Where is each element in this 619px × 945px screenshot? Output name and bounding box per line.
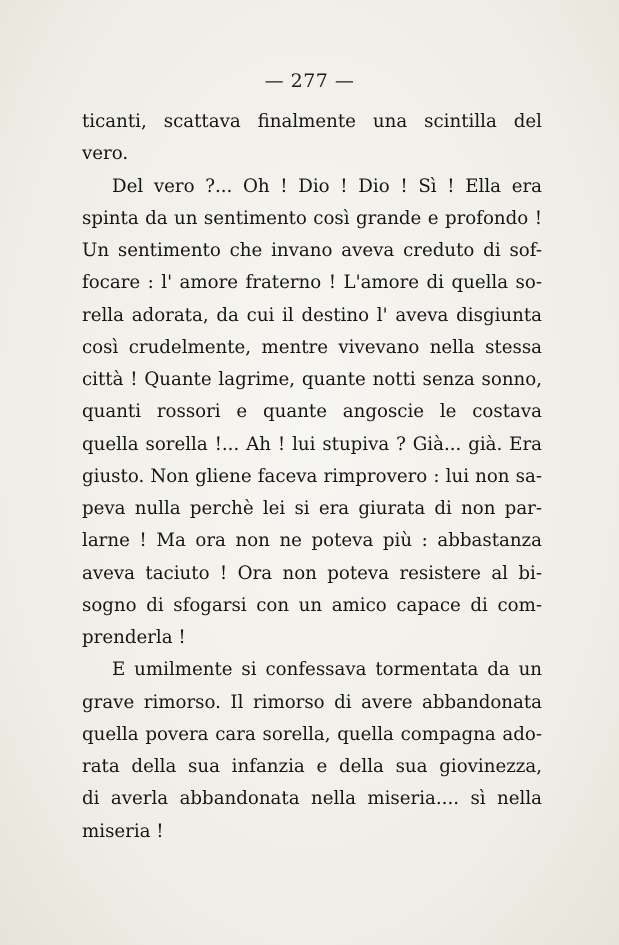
text-line: ticanti, scattava finalmente una scintilla del [82, 111, 542, 132]
text-line: sogno di sfogarsi con un amico capace di com- [82, 594, 542, 616]
text-line: vero. [82, 143, 129, 165]
body-text [82, 106, 542, 848]
text-line: Del vero ?... Oh ! Dio ! Dio ! Sì ! Ella era [112, 175, 542, 197]
text-line: peva nulla perchè lei si era giurata di non par- [82, 498, 542, 519]
text-line: quella sorella !... Ah ! lui stupiva ? Già... già. Era [82, 433, 542, 455]
text-line: rata della sua infanzia e della sua giovinezza, [82, 756, 542, 777]
paragraph [82, 654, 542, 848]
paragraph [82, 106, 542, 171]
text-line: E umilmente si confessava tormentata da un [112, 659, 542, 681]
text-line: aveva taciuto ! Ora non poteva resistere al bi- [82, 562, 542, 584]
text-line: larne ! Ma ora non ne poteva più : abbastanza [82, 530, 542, 552]
text-line: spinta da un sentimento così grande e profondo ! [82, 207, 542, 229]
text-line: focare : l' amore fraterno ! L'amore di quella so- [82, 272, 542, 294]
text-line: quella povera cara sorella, quella compagna ado- [82, 723, 542, 745]
paragraph [82, 171, 542, 655]
text-line: giusto. Non gliene faceva rimprovero : lui non sa- [82, 465, 542, 487]
text-line: città ! Quante lagrime, quante notti senza sonno, [82, 369, 542, 390]
text-line: miseria ! [82, 820, 164, 842]
text-line: Un sentimento che invano aveva creduto di sof- [82, 240, 542, 261]
text-line: di averla abbandonata nella miseria.... sì nella [82, 788, 542, 810]
text-line: quanti rossori e quante angoscie le costava [82, 401, 542, 423]
text-line: grave rimorso. Il rimorso di avere abbandonata [82, 691, 542, 713]
page-number: — 277 — [264, 70, 355, 92]
text-line: prenderla ! [82, 627, 186, 648]
text-line: così crudelmente, mentre vivevano nella stessa [82, 336, 542, 358]
text-line: rella adorata, da cui il destino l' aveva disgiunta [82, 304, 542, 326]
